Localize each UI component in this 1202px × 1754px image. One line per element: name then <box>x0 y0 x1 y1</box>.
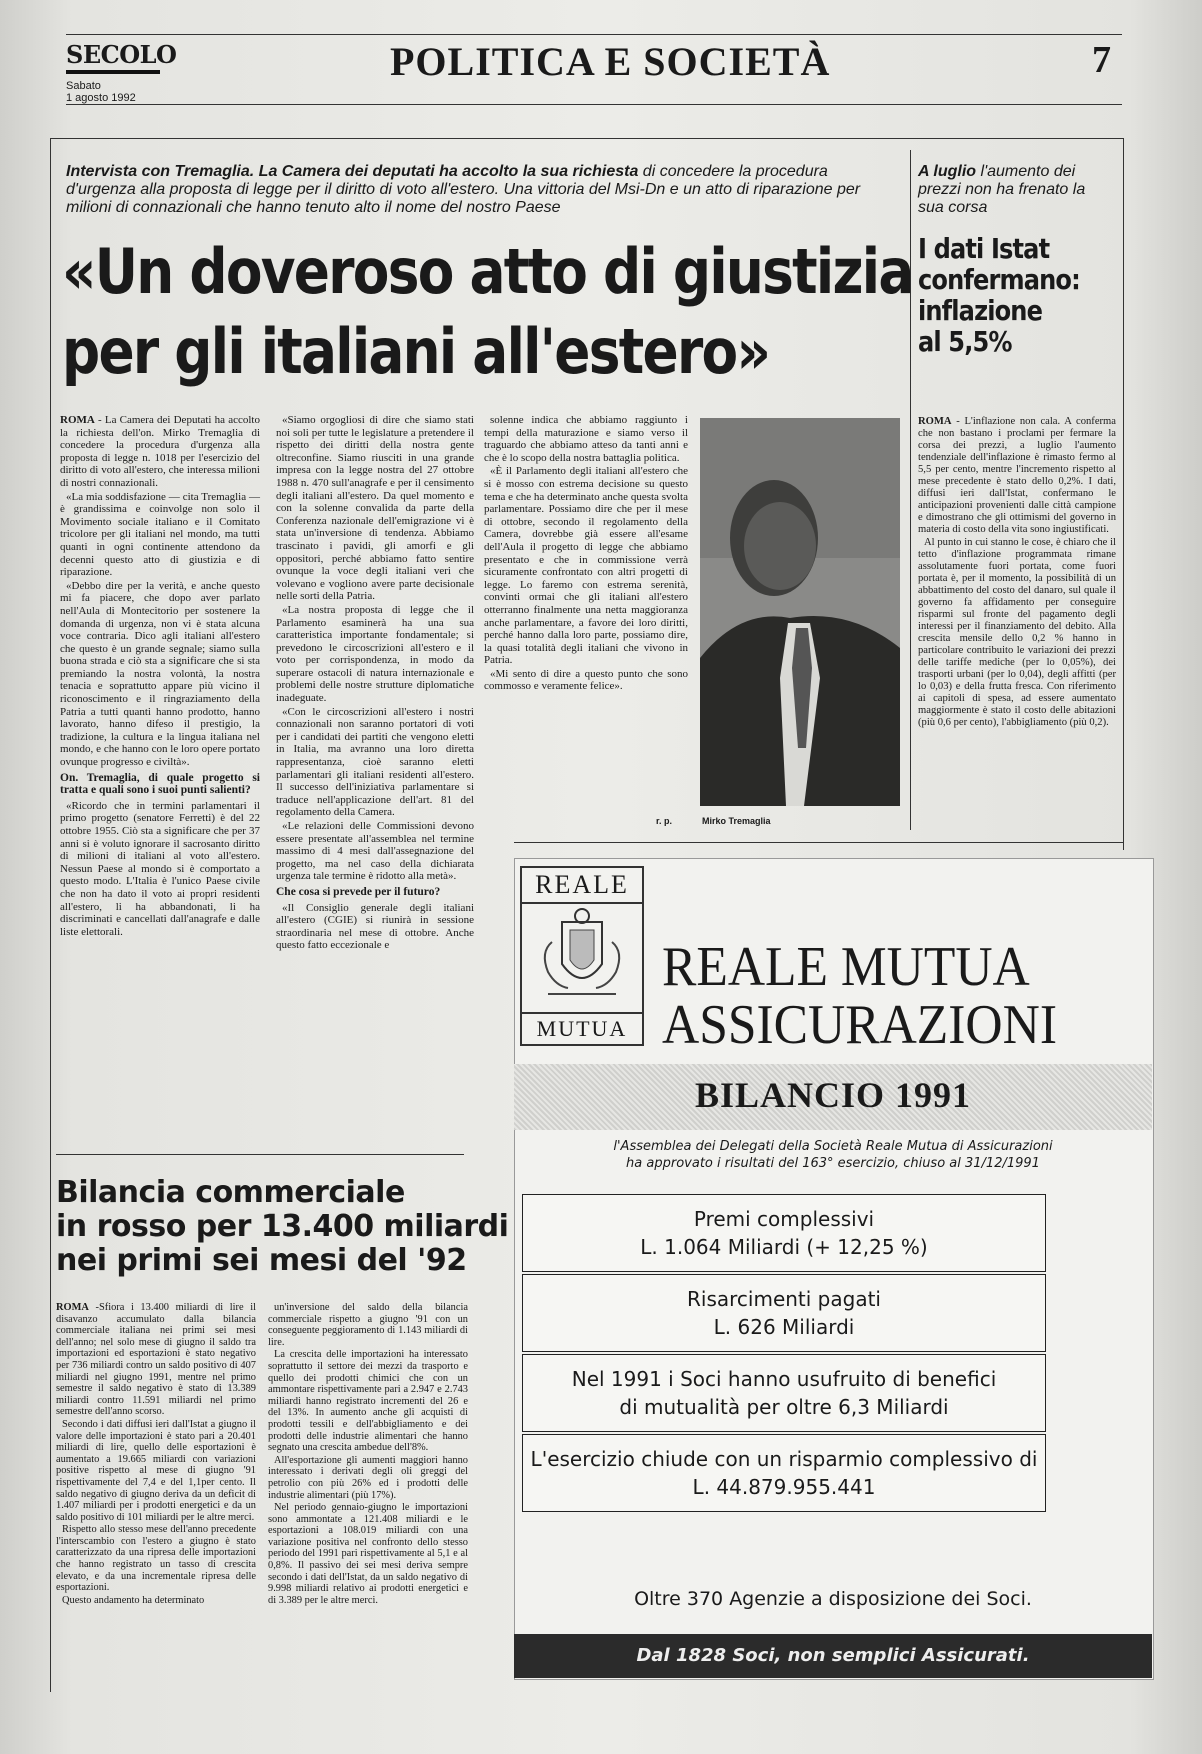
ad-figure-line1: Nel 1991 i Soci hanno usufruito di benefici <box>571 1367 997 1391</box>
paragraph-text: La crescita delle importazioni ha interessato soprattutto il settore dei mezzi da trasporto e quello dei prodotti chimici che con un ammontare rispettivamente pari a 2.947 e 2.743 miliardi hanno registrato incrementi del 26 e del 13%. In aumento anche gli acquisti di prodotti tessili e dell'abbigliamento e dei prodotti delle industrie alimentari che hanno segnato una crescita ambedue dell'8%. <box>268 1349 468 1454</box>
bilancia-column-2 <box>268 1302 468 1607</box>
coat-of-arms-icon <box>522 902 642 1014</box>
paragraph-text: «Le relazioni delle Commissioni devono essere presentate all'assemblea nel termine massimo di 4 mesi dall'assegnazione del progetto, ma nel caso della dichiarata urgenza tale termine è ridotto alla metà». <box>276 820 474 883</box>
bilancia-headline-line3: nei primi sei mesi del '92 <box>56 1243 467 1278</box>
paragraph-text: «Siamo orgogliosi di dire che siamo stati noi soli per tutte le legislature a pretendere il rispetto dei diritti della nostra gente oltreconfine. Siamo riusciti in una grande impresa con la legge nostra del 27 ottobre 1988 n. 470 sull'anagrafe e per il censimento degli italiani all'estero. Da quel momento e con la solenne convalida da parte della Conferenza nazionale dell'emigrazione vi è stata un'inversione di tendenza. Abbiamo trascinato i pavidi, gli amorfi e gli oppositori, perché abbiamo fatto sentire ovunque la voce degli italiani veri che volevano e vogliono avere parte decisionale nelle sorti della Patria. <box>276 414 474 603</box>
paragraph-text: -Sfiora i 13.400 miliardi di lire il disavanzo accumulato dalla bilancia commerciale italiana nei primi sei mesi dell'anno; nel solo mese di giugno il saldo tra importazioni ed esportazioni è stato negativo per 736 miliardi contro un saldo positivo di 407 miliardi nel giugno 1991, mentre nel primo semestre il saldo negativo è stato di 13.389 miliardi contro 11.591 miliardi nel primo semestre dell'anno scorso. <box>56 1302 256 1418</box>
ad-figure-line1: Premi complessivi <box>693 1207 875 1231</box>
interview-question: On. Tremaglia, di quale progetto si tratta e quali sono i suoi punti salienti? <box>60 771 260 797</box>
issue-day: Sabato <box>66 80 101 92</box>
paragraph <box>268 1349 468 1453</box>
paragraph <box>56 1302 256 1418</box>
paragraph-text: Al punto in cui stanno le cose, è chiaro che il tetto d'inflazione programmata rimane assolutamente fuori portata, come fuori portata è, per il momento, la possibilità di un abbattimento del costo del danaro, sul quale il governo fa affidamento per conseguire risparmi sul fronte del pagamento degli interessi per il finanziamento del debito. Alla crescita mensile dello 0,2 % hanno in particolare contribuito le variazioni dei prezzi delle tariffe mediche (per lo 0,05%), dei trasporti urbani (per lo 0,04), degli affitti (per lo 0,03) e della frutta fresca. Con riferimento ai capitoli di spesa, ad essere aumentato maggiormente è stato il costo delle abitazioni (più 0,6 per cento), l'abbigliamento (più 0,2). <box>918 537 1116 728</box>
paragraph <box>484 668 688 693</box>
bilancia-headline-line1: Bilancia commerciale <box>56 1175 405 1210</box>
paragraph <box>276 604 474 705</box>
dateline: ROMA <box>60 414 95 426</box>
sidebar-headline-line2: confermano: <box>918 263 1080 296</box>
paragraph <box>484 465 688 667</box>
main-headline-line1: «Un doveroso atto di giustizia <box>62 235 913 308</box>
ad-intro-line1: l'Assemblea dei Delegati della Società Reale Mutua di Assicurazioni <box>613 1139 1053 1154</box>
paragraph-text: All'esportazione gli aumenti maggiori hanno interessato i derivati degli oli greggi del petrolio con più 26% ed i prodotti delle industrie alimentari (più 17%). <box>268 1454 468 1501</box>
paragraph <box>60 491 260 579</box>
paragraph-text: Nel periodo gennaio-giugno le importazioni sono ammontate a 121.408 miliardi e le esportazioni a 108.019 miliardi con una variazione positiva nel confronto dello stesso periodo del 1991 pari rispettivamente al 5,1 e al 0,8%. Il passivo dei sei mesi deriva sempre secondo i dati dell'Istat, da un saldo negativo di 9.998 miliardi relativo ai prodotti energetici e di 3.389 per le altre merci. <box>268 1502 468 1606</box>
ad-figure-line2: L. 626 Miliardi <box>713 1315 855 1339</box>
interview-question: Che cosa si prevede per il futuro? <box>276 885 441 898</box>
paragraph <box>276 414 474 603</box>
ad-figure-line1: L'esercizio chiude con un risparmio complessivo di <box>530 1447 1038 1471</box>
ad-slogan: Dal 1828 Soci, non semplici Assicurati. <box>514 1634 1152 1678</box>
paragraph <box>56 1524 256 1594</box>
bilancia-column-1 <box>56 1302 256 1607</box>
frame-right <box>1123 138 1124 850</box>
sidebar-kicker <box>918 163 1098 217</box>
paragraph <box>918 416 1116 536</box>
paragraph <box>484 414 688 464</box>
paragraph-text: «Debbo dire per la verità, e anche questo mi fa piacere, che dopo aver parlato nell'Aula di Montecitorio per sostenere la domanda di urgenza, non vi è stata alcuna voce contraria. Dico agli italiani all'estero che questo è un grande segnale; siamo sulla buona strada e ciò sta a significare che si sta premiando la nostra volontà, la nostra tenacia e soprattutto appare più vicino il riconoscimento e il ringraziamento della Patria a tutti quanti hanno prodotto, hanno lavorato, hanno difeso il prestigio, la tradizione, la cultura e la lingua italiana nel mondo, e che hanno con le loro opere portato ovunque progresso e civiltà». <box>60 579 260 769</box>
main-kicker-bold: Intervista con Tremaglia. La Camera dei deputati ha accolto la sua richiesta <box>66 163 639 180</box>
article-column-2 <box>276 414 474 953</box>
ad-title-line2: ASSICURAZIONI <box>662 994 1058 1056</box>
main-bottom-rule <box>56 1154 464 1155</box>
sidebar-headline-line1: I dati Istat <box>918 232 1050 265</box>
main-headline-line2: per gli italiani all'estero» <box>62 315 770 388</box>
paragraph <box>268 1302 468 1348</box>
bilancia-headline <box>56 1176 508 1278</box>
reale-mutua-logo <box>520 866 644 1046</box>
frame-left <box>50 138 51 1692</box>
sidebar-headline-line4: al 5,5% <box>918 325 1012 358</box>
ad-figure-box <box>522 1274 1046 1352</box>
ad-intro <box>514 1138 1152 1172</box>
ad-figure-line1: Risarcimenti pagati <box>687 1287 881 1311</box>
sidebar-kicker-bold: A luglio <box>918 163 977 180</box>
ad-figure-line2: L. 1.064 Miliardi (+ 12,25 %) <box>640 1235 928 1259</box>
logo-top-text: REALE <box>522 868 642 904</box>
frame-top <box>50 138 1124 139</box>
paragraph <box>56 1419 256 1523</box>
dateline: ROMA <box>56 1302 89 1313</box>
ad-agencies: Oltre 370 Agenzie a disposizione dei Soci. <box>634 1588 1032 1610</box>
article-column-3 <box>484 414 688 694</box>
ad-intro-line2: ha approvato i risultati del 163° esercizio, chiuso al 31/12/1991 <box>626 1156 1040 1171</box>
paragraph-text: «Il Consiglio generale degli italiani all'estero (CGIE) si riunirà in sessione straordinaria nel mese di ottobre. Anche questo fatto eccezionale e <box>276 901 474 952</box>
newspaper-logo <box>66 40 176 74</box>
sidebar-headline-line3: inflazione <box>918 294 1043 327</box>
paragraph-text: «Con le circoscrizioni all'estero i nostri connazionali non saranno portatori di voti per i candidati dei partiti che vengono eletti in Italia, ma avranno una loro diretta rappresentanza, cioè saranno eletti parlamentari gli italiani residenti all'estero. Il successo dell'iniziativa parlamentare si traduce nell'applicazione dell'art. 81 del regolamento della Camera. <box>276 705 474 819</box>
ad-bilancio-title: BILANCIO 1991 <box>694 1075 972 1115</box>
paragraph <box>918 537 1116 729</box>
sidebar-column <box>918 416 1116 730</box>
sidebar-headline <box>918 233 1107 357</box>
paragraph-text: «La nostra proposta di legge che il Parlamento esaminerà ha una sua caratteristica importante fondamentale; si prevedono le circoscrizioni all'estero e il voto per corrispondenza, in modo da superare ostacoli di natura internazionale e problemi delle nostre strutture diplomatiche inadeguate. <box>276 603 474 705</box>
masthead-top-rule <box>66 34 1122 35</box>
paragraph <box>60 414 260 490</box>
logo-bottom-text: MUTUA <box>522 1012 642 1044</box>
tremaglia-photo <box>700 418 900 806</box>
paragraph-text: «La mia soddisfazione — cita Tremaglia — è grandissima e coinvolge non solo il Movimento sociale italiano e il Comitato tricolore per gli italiani nel mondo, ma tutti quanti in ogni continente attendono da decenni questo atto di giustizia e di riparazione. <box>60 490 260 579</box>
bilancia-headline-line2: in rosso per 13.400 miliardi <box>56 1209 509 1244</box>
masthead-bottom-rule <box>66 104 1122 105</box>
paragraph-text: solenne indica che abbiamo raggiunto i tempi della maturazione e siamo verso il traguardo che abbiamo atteso da tanti anni e che è lo scopo della nostra battaglia politica. <box>484 414 688 464</box>
ad-title-line1: REALE MUTUA <box>662 936 1030 998</box>
ad-figure-box <box>522 1434 1046 1512</box>
paragraph-text: - La Camera dei Deputati ha accolto la richiesta dell'on. Mirko Tremaglia di concedere la procedura d'urgenza alla proposta di legge n. 1018 per l'esercizio del diritto di voto all'estero, che interessa milioni di nostri connazionali. <box>60 414 260 489</box>
ad-figure-box <box>522 1194 1046 1272</box>
ad-figure-line2: L. 44.879.955.441 <box>692 1475 876 1499</box>
paragraph-text: - L'inflazione non cala. A conferma che non bastano i proclami per fermare la corsa dei prezzi, a luglio l'aumento tendenziale dell'inflazione è rimasto fermo al 5,5 per cento, mentre l'incremento rispetto al mese precedente è stato dello 0,2%. I dati, diffusi ieri dall'Istat, confermano le anticipazioni provenienti dalle città campione e dimostrano che gli ottimismi del governo in materia di costo della vita sono ingiustificati. <box>918 416 1116 535</box>
article-signature: r. p. <box>656 816 673 826</box>
page-number: 7 <box>1092 39 1111 81</box>
paragraph <box>276 902 474 952</box>
paragraph-text: Questo andamento ha determinato <box>62 1594 205 1606</box>
main-headline <box>62 232 922 392</box>
paragraph-text: Secondo i dati diffusi ieri dall'Istat a giugno il valore delle importazioni è stato pari a 20.401 miliardi di lire, quello delle esportazioni è aumentato a 19.665 miliardi con variazioni positive rispetto al mese di giugno '91 rispettivamente del 7,4 e del 1,1per cento. Il saldo negativo di giugno deriva da un deficit di 1.407 miliardi per i prodotti energetici e da un saldo positivo di 101 miliardi per le altre merci. <box>56 1418 256 1523</box>
portrait-illustration <box>700 418 900 806</box>
main-kicker-rest: di concedere la procedura d'urgenza alla proposta di legge per il diritto di voto all'estero. Una vittoria del Msi-Dn e un atto di riparazione per milioni di connazionali che hanno tenuto alto il nome del nostro Paese <box>66 163 861 216</box>
paragraph <box>60 800 260 939</box>
ad-title <box>662 938 1057 1054</box>
paragraph <box>268 1502 468 1606</box>
ad-figure-line2: di mutualità per oltre 6,3 Miliardi <box>619 1395 949 1419</box>
paragraph <box>276 706 474 819</box>
ad-top-rule <box>514 842 1124 843</box>
article-column-1 <box>60 414 260 939</box>
ad-figure-box <box>522 1354 1046 1432</box>
section-title: POLITICA E SOCIETÀ <box>390 39 831 84</box>
paragraph-text: «È il Parlamento degli italiani all'estero che si è mosso con estrema decisione su questo tema e che ha determinato anche questa svolta parlamentare. Possiamo dire che per il mese di ottobre, secondo il regolamento della Camera, dovrebbe già essere all'esame dell'Aula il progetto di legge che abbiamo presentato e che in commissione verrà sicuramente confrontato con altri progetti di legge. Lo faremo con estrema serenità, convinti ormai che gli italiani all'estero otterranno finalmente una netta maggioranza anche parlamentare, a favore dei loro diritti, perché hanno dalla loro parte, possiamo dire, la quasi totalità degli italiani che vivono in Patria. <box>484 465 688 667</box>
sidebar-kicker-rest: l'aumento dei prezzi non ha frenato la sua corsa <box>918 163 1086 216</box>
paragraph-text: Rispetto allo stesso mese dell'anno precedente l'interscambio con l'estero a giugno è stato caratterizzato da una ripresa delle importazioni che hanno registrato un tasso di crescita elevato, e da una incrementale ripresa delle esportazioni. <box>56 1524 256 1594</box>
main-kicker <box>66 163 876 217</box>
dateline: ROMA <box>918 416 952 427</box>
issue-date-text: 1 agosto 1992 <box>66 92 136 104</box>
logo-text: SECOLO <box>66 40 177 69</box>
paragraph-text: «Ricordo che in termini parlamentari il primo progetto (senatore Ferretti) è del 22 ottobre 1955. Ciò sta a significare che per 37 anni si è voluto ignorare il sacrosanto diritto di milioni di italiani al voto all'estero. Nessun Paese al mondo si è comportato a questo modo. L'Italia è l'unico Paese civile che non ha dato il voto ai propri residenti all'estero, li ha abbandonati, li ha discriminati e cancellati dall'anagrafe e dalle liste elettorali. <box>60 799 260 938</box>
paragraph-text: un'inversione del saldo della bilancia commerciale rispetto a giugno '91 con un conseguente peggioramento di 1.143 miliardi di lire. <box>268 1302 468 1348</box>
photo-caption: Mirko Tremaglia <box>702 816 771 826</box>
paragraph <box>268 1455 468 1501</box>
paragraph <box>60 580 260 769</box>
issue-date <box>66 80 136 104</box>
paragraph <box>56 1595 256 1607</box>
paragraph-text: «Mi sento di dire a questo punto che sono commosso e veramente felice». <box>484 667 688 693</box>
paragraph <box>276 820 474 883</box>
